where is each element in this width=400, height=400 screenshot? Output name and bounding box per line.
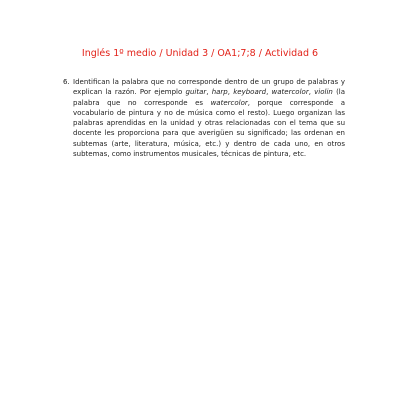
activity-example-word: guitar bbox=[185, 88, 207, 97]
activity-text-segment: Identifican la palabra que no corresponde dentro de un grupo de palabras y explican la razón. Por ejemplo bbox=[73, 78, 345, 97]
activity-text-segment: , bbox=[308, 88, 315, 97]
activity-text-segment: , bbox=[227, 88, 234, 97]
activity-text bbox=[73, 77, 345, 159]
activity-item bbox=[63, 77, 345, 159]
activity-text-segment: , porque corresponde a vocabulario de pintura y no de música como el resto). Luego organizan las palabras aprendidas en la unidad y otras relacionadas con el tema que su docente les proporciona para que averigüen su significado; las ordenan en subtemas (arte, literatura, música, etc.) y dentro de cada uno, en otros subtemas, como instrumentos musicales, técnicas de pintura, etc. bbox=[73, 98, 345, 159]
activity-example-word: watercolor bbox=[210, 98, 248, 107]
activity-number: 6. bbox=[63, 78, 70, 86]
activity-example-word: keyboard bbox=[233, 88, 267, 97]
page-header-title: Inglés 1º medio / Unidad 3 / OA1;7;8 / Actividad 6 bbox=[81, 48, 319, 59]
activity-example-word: harp bbox=[211, 88, 228, 97]
activity-example-word: watercolor bbox=[271, 88, 309, 97]
activity-text-segment: , bbox=[206, 88, 212, 97]
activity-text-segment: , bbox=[266, 88, 272, 97]
activity-example-word: violin bbox=[314, 88, 333, 97]
activity-text-segment: (la palabra que no corresponde es bbox=[73, 88, 346, 107]
